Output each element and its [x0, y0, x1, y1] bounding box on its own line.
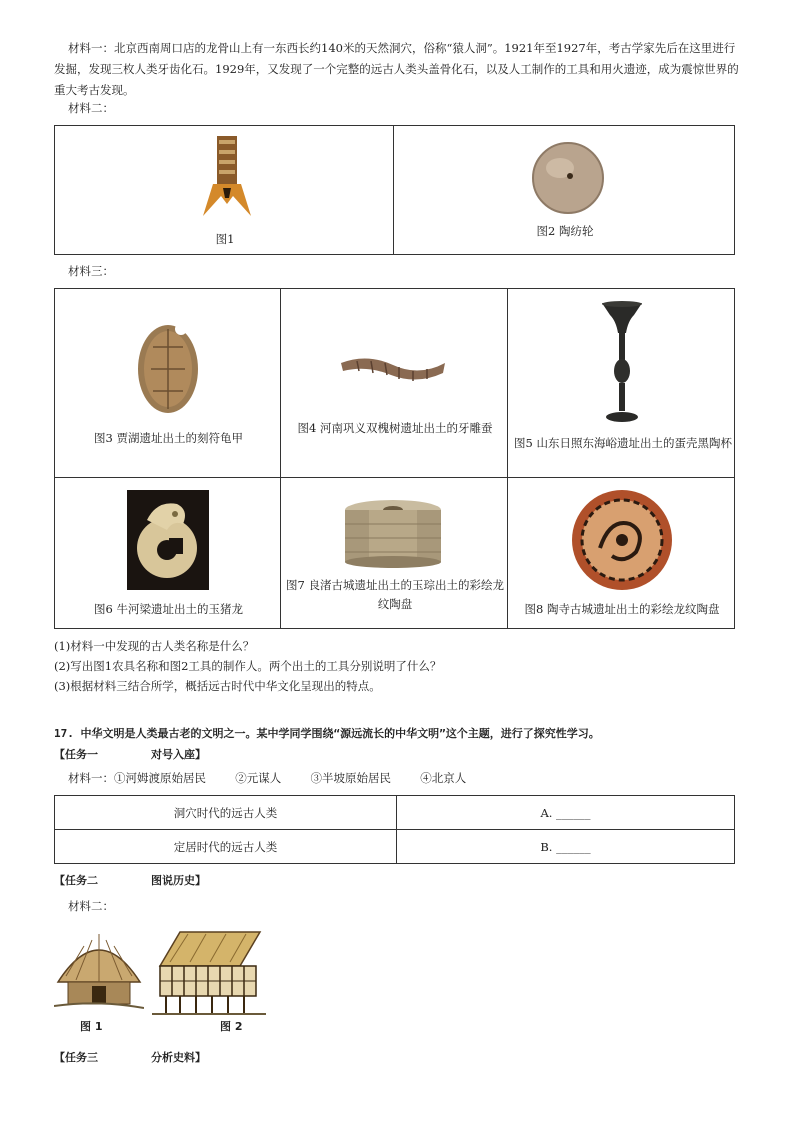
- spindle-whorl-image: [530, 140, 606, 216]
- fig7-caption: 图7 良渚古城遗址出土的玉琮出土的彩绘龙纹陶盘: [286, 578, 504, 611]
- question-1: (1)材料一中发现的古人类名称是什么？: [54, 639, 255, 653]
- row-label: 定居时代的远古人类: [55, 830, 397, 864]
- question-17: 17. 中华文明是人类最古老的文明之一。某中学同学围绕“源远流长的中华文明”这个主题，进行了探究性学习。: [54, 727, 600, 740]
- fig4-caption: 图4 河南巩义双槐树遗址出土的牙雕蚕: [297, 421, 493, 435]
- material3-label: 材料三：: [68, 264, 114, 278]
- fig5-cell: [507, 288, 735, 478]
- round-hut-image: [54, 926, 144, 1018]
- task2-material: 材料二：: [68, 899, 114, 913]
- question-3: (3)根据材料三结合所学，概括远古时代中华文化呈现出的特点。: [54, 679, 381, 693]
- answer-blank-a[interactable]: A. ______: [397, 796, 735, 830]
- row-label: 洞穴时代的远古人类: [55, 796, 397, 830]
- answer-blank-b[interactable]: B. ______: [397, 830, 735, 864]
- question-2: (2)写出图1农具名称和图2工具的制作人。两个出土的工具分别说明了什么？: [54, 659, 442, 673]
- fig2-caption: 图2 陶纺轮: [536, 224, 594, 238]
- fig6-caption: 图6 牛河梁遗址出土的玉猪龙: [94, 602, 243, 616]
- bone-spade-image: [199, 134, 255, 220]
- fig6-cell: [54, 477, 281, 629]
- fig4-cell: [280, 288, 508, 478]
- table-row: [55, 830, 735, 864]
- painted-dragon-plate-image: [570, 488, 674, 592]
- fig2-cell: [393, 125, 735, 255]
- house-fig2-caption: 图 2: [220, 1020, 243, 1033]
- turtle-shell-image: [133, 317, 203, 417]
- table-row: [55, 796, 735, 830]
- task1-material: 材料一：①河姆渡原始居民 ②元谋人 ③半坡原始居民 ④北京人: [68, 771, 467, 785]
- fig7-cell: [280, 477, 508, 629]
- fig5-caption: 图5 山东日照东海峪遗址出土的蛋壳黑陶杯: [514, 436, 732, 450]
- fig1-caption: 图1: [215, 232, 235, 246]
- question-list: [54, 636, 441, 696]
- matching-table: [54, 795, 735, 864]
- task3-heading: 【任务三 分析史料】: [54, 1051, 206, 1064]
- fig1-cell: [54, 125, 394, 255]
- stilt-house-image: [150, 928, 268, 1018]
- jade-cong-image: [341, 498, 445, 568]
- fig8-cell: [507, 477, 735, 629]
- fig3-cell: [54, 288, 281, 478]
- house-fig1-caption: 图 1: [80, 1020, 103, 1033]
- fig8-caption: 图8 陶寺古城遗址出土的彩绘龙纹陶盘: [524, 602, 720, 616]
- fig3-caption: 图3 贾湖遗址出土的刻符龟甲: [94, 431, 243, 445]
- ivory-silkworm-image: [337, 349, 449, 389]
- material2-label: 材料二：: [68, 101, 114, 115]
- material1-paragraph: 材料一：北京西南周口店的龙骨山上有一东西长约140米的天然洞穴，俗称“猿人洞”。1921年至1927年，考古学家先后在这里进行发掘，发现三枚人类牙齿化石。1929年，又发现了一个完整的远古人类头盖骨化石，以及人工制作的工具和用火遗迹，成为震惊世界的重大考古发现。: [54, 41, 739, 97]
- black-pottery-cup-image: [598, 299, 646, 429]
- task1-heading: 【任务一 对号入座】: [54, 748, 206, 761]
- task2-heading: 【任务二 图说历史】: [54, 874, 206, 887]
- jade-pig-dragon-image: [127, 490, 209, 590]
